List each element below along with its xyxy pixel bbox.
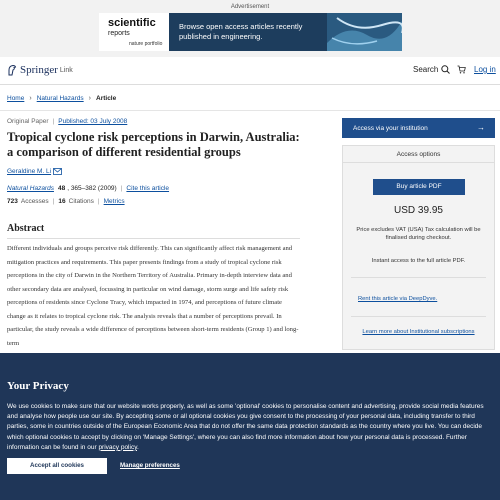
published-date-link[interactable]: Published: 03 July 2008 [58,118,128,125]
breadcrumb-home[interactable]: Home [7,95,25,102]
privacy-body: We use cookies to make sure that our website works properly, as well as some 'optional' cookies to personalise content and advertising, provide social media features and analyse how people use our site. By accepting some or all optional cookies you give consent to the processing of your personal data, including transfer to third parties, some in countries outside of the European Economic Area that do not offer the same data protection standards as the country where you live. You can decide which optional cookies to accept by clicking on 'Manage Settings', where you can also find more information about how your personal data is processed. Further information can be found in our [7,403,484,451]
privacy-period: . [136,443,139,451]
access-options-heading: Access options [343,146,494,163]
cite-article-link[interactable]: Cite this article [126,185,170,192]
separator: | [52,198,55,205]
privacy-title: Your Privacy [7,380,69,392]
separator: | [120,185,123,192]
citations-label: Citations [68,198,94,205]
journal-link[interactable]: Natural Hazards [7,185,54,192]
price: USD 39.95 [394,205,443,216]
ad-artwork-image [327,13,402,51]
author-link[interactable] [7,168,62,175]
buy-pdf-button[interactable]: Buy article PDF [373,179,465,195]
ad-brand-block [99,13,169,51]
article-title: Tropical cyclone risk perceptions in Darwin, Australia: a comparison of different residential groups [7,130,300,159]
accesses-label: Accesses [20,198,49,205]
springer-horse-icon [6,64,18,76]
article-type: Original Paper [7,118,49,125]
ad-text: Browse open access articles recently published in engineering. [179,22,303,41]
email-icon[interactable] [53,168,62,175]
privacy-banner [0,353,500,500]
ad-brand-subtitle: reports [108,30,130,37]
site-header [0,57,500,85]
access-options-panel [342,145,495,350]
access-via-institution-button[interactable] [342,118,495,138]
metrics-link[interactable]: Metrics [103,198,125,205]
accesses-count: 723 [7,198,18,205]
instant-access-note: Instant access to the full article PDF. [371,258,466,264]
abstract-heading: Abstract [7,223,45,234]
breadcrumb-current: Article [96,95,117,102]
accept-all-cookies-button[interactable]: Accept all cookies [7,458,107,474]
article-meta [7,118,127,125]
manage-preferences-button[interactable]: Manage preferences [120,462,180,469]
separator: | [97,198,100,205]
access-institution-label: Access via your institution [353,124,428,132]
login-link[interactable]: Log in [474,65,496,74]
header-search-button[interactable] [413,65,450,74]
arrow-right-icon: → [477,123,485,132]
search-label: Search [413,65,439,74]
journal-pages: , 365–382 (2009) [67,185,117,192]
abstract-divider [7,238,300,239]
search-icon [441,65,450,74]
divider [351,277,486,278]
privacy-text [7,402,495,453]
breadcrumb-natural-hazards[interactable]: Natural Hazards [36,95,84,102]
breadcrumb [7,95,116,102]
citations-count: 16 [58,198,66,205]
cart-icon[interactable] [457,65,466,74]
advertisement-label: Advertisement [230,4,270,10]
author-name: Geraldine M. Li [7,168,52,175]
tax-note: Price excludes VAT (USA) Tax calculation will be finalised during checkout. [356,227,481,241]
deepdyve-rent-link[interactable]: Rent this article via DeepDyve. [358,296,438,302]
divider [0,110,500,111]
institutional-subscriptions-link[interactable]: Learn more about Institutional subscriptions [362,329,475,335]
divider [351,316,486,317]
logo-link-text: Link [59,66,73,74]
privacy-policy-link[interactable]: privacy policy [98,443,137,451]
chevron-right-icon: › [88,95,91,102]
article-metrics [7,198,125,205]
abstract-text: Different individuals and groups perceive risk differently. This can significantly affect risk management and mitigation practices and requirements. This paper presents findings from a study of tropical cyclone risk perceptions in the city of Darwin in the Northern Territory of Australia. Primary in-depth interview data and other secondary data are analysed, focussing in particular on wind damage, storm surge and life safety risk perceptions of residents since Cyclone Tracy, which impacted in 1974, and perceptions of future climate change as it relates to tropical cyclone risk. The analysis reveals that a number of perceptions prevail. In particular, the study reveals a wide difference of perceptions between short-term residents (Group 1) and long-term [7,245,299,347]
logo-springer-text: Springer [20,64,58,76]
separator: | [52,118,55,125]
ad-banner[interactable] [99,13,402,51]
ad-brand-portfolio: nature portfolio [129,41,163,47]
chevron-right-icon: › [29,95,32,102]
ad-brand-title: scientific [108,17,156,29]
springer-link-logo[interactable] [6,64,73,76]
advertisement-bar [0,0,500,57]
journal-citation [7,185,169,192]
journal-volume: 48 [57,185,66,192]
